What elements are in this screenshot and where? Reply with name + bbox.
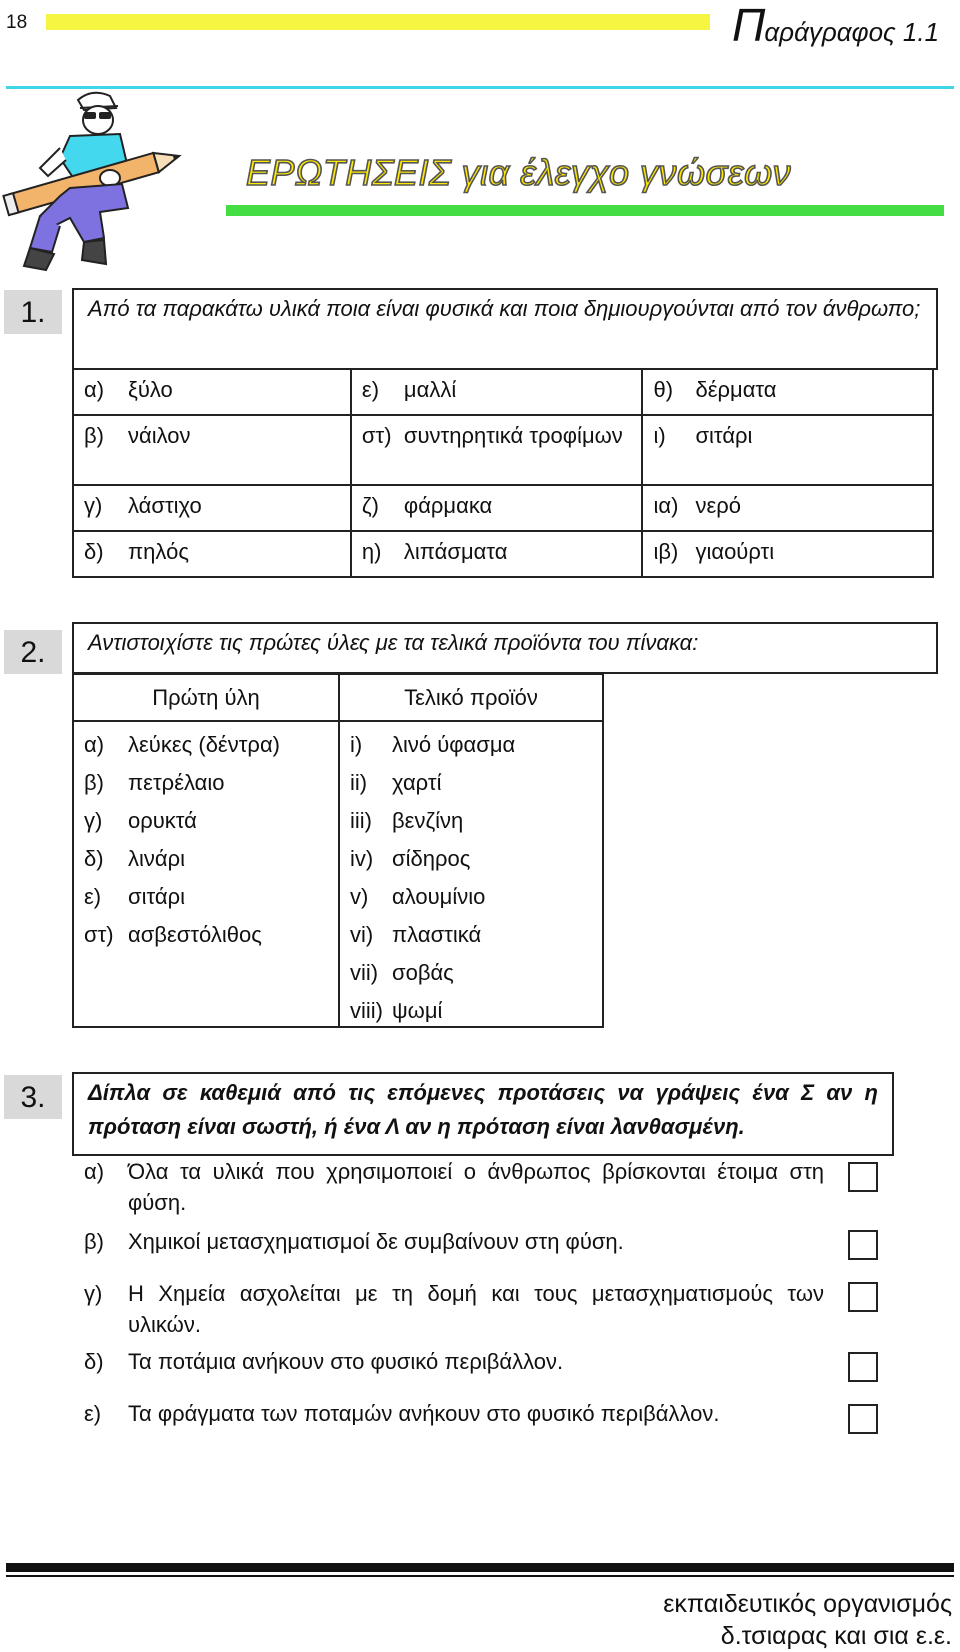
publisher-line-2: δ.τσιαρας και σια ε.ε.: [720, 1622, 952, 1650]
material-item: [653, 374, 922, 406]
item-text: Όλα τα υλικά που χρησιμοποιεί ο άνθρωπος βρίσκονται έτοιμα στη φύση.: [128, 1159, 824, 1215]
raw-material-item: [84, 802, 328, 840]
item-text: δέρματα: [695, 377, 777, 402]
table-cell: [642, 369, 933, 415]
raw-material-item: [84, 916, 328, 954]
item-text: λεύκες (δέντρα): [128, 732, 280, 757]
questions-banner: ΕΡΩΤΗΣΕΙΣ για έλεγχο γνώσεων: [246, 152, 792, 193]
item-label: β): [84, 423, 104, 448]
question-2-text: Αντιστοιχίστε τις πρώτες ύλες με τα τελικά προϊόντα του πίνακα:: [72, 622, 938, 674]
item-text: νάιλον: [128, 423, 191, 448]
table-cell: [642, 485, 933, 531]
item-label: γ): [84, 1281, 103, 1306]
item-text: σιτάρι: [128, 884, 185, 909]
question-2-number: 2.: [4, 630, 62, 674]
table-cell: [351, 485, 643, 531]
item-label: viii): [350, 998, 383, 1023]
footer-thin-line: [6, 1575, 954, 1577]
item-text: Τα ποτάμια ανήκουν στο φυσικό περιβάλλον.: [128, 1349, 564, 1374]
item-label: γ): [84, 808, 103, 833]
mascot-illustration: [0, 88, 190, 288]
item-label: β): [84, 1229, 104, 1254]
item-label: α): [84, 732, 105, 757]
question-3-text: Δίπλα σε καθεμιά από τις επόμενες προτάσεις να γράψεις ένα Σ αν η πρόταση είναι σωστή, ή ένα Λ αν η πρόταση είναι λανθασμένη.: [72, 1072, 894, 1156]
item-text: λάστιχο: [128, 493, 202, 518]
final-product-item: [350, 992, 592, 1030]
answer-checkbox[interactable]: [848, 1404, 878, 1434]
material-item: [84, 490, 340, 522]
publisher: [663, 1588, 952, 1652]
item-text: ξύλο: [128, 377, 173, 402]
table-cell: [73, 369, 351, 415]
item-text: λινό ύφασμα: [392, 732, 516, 757]
question-3-number: 3.: [4, 1075, 62, 1119]
answer-checkbox[interactable]: [848, 1230, 878, 1260]
table-row: [73, 415, 933, 485]
raw-material-item: [84, 726, 328, 764]
item-text: σιτάρι: [695, 423, 753, 448]
item-text: πετρέλαιο: [128, 770, 225, 795]
item-text: λινάρι: [128, 846, 186, 871]
question-1-table: [72, 368, 934, 578]
final-product-item: [350, 840, 592, 878]
table-cell: [351, 369, 643, 415]
item-text: πλαστικά: [392, 922, 482, 947]
final-product-item: [350, 954, 592, 992]
item-text: πηλός: [128, 539, 189, 564]
paragraph-rest: αράγραφος 1.1: [764, 17, 940, 47]
table-cell: [73, 415, 351, 485]
item-text: νερό: [695, 493, 742, 518]
item-text: αλουμίνιο: [392, 884, 486, 909]
statement-item: [84, 1156, 824, 1218]
item-label: β): [84, 770, 104, 795]
item-text: ορυκτά: [128, 808, 197, 833]
item-label: ε): [361, 377, 380, 402]
item-text: Η Χημεία ασχολείται με τη δομή και τους μετασχηματισμούς των υλικών.: [128, 1281, 824, 1337]
question-1-number: 1.: [4, 290, 62, 334]
final-product-item: [350, 878, 592, 916]
final-product-item: [350, 802, 592, 840]
material-item: [362, 536, 632, 568]
answer-checkbox[interactable]: [848, 1282, 878, 1312]
footer-bar: [6, 1563, 954, 1572]
item-label: ε): [84, 1401, 102, 1426]
final-product-item: [350, 764, 592, 802]
item-label: iii): [350, 808, 372, 833]
item-label: ii): [350, 770, 368, 795]
raw-material-item: [84, 840, 328, 878]
item-label: vii): [350, 960, 379, 985]
item-text: μαλλί: [403, 377, 457, 402]
statement-item: [84, 1226, 824, 1257]
material-item: [653, 490, 922, 522]
banner-underline: [226, 205, 944, 216]
raw-materials-list: [72, 720, 340, 1028]
statement-item: [84, 1398, 824, 1429]
raw-material-item: [84, 764, 328, 802]
material-item: [653, 420, 922, 452]
item-label: ια): [653, 493, 679, 518]
table-cell: [642, 531, 933, 577]
item-text: Χημικοί μετασχηματισμοί δε συμβαίνουν στη φύση.: [128, 1229, 624, 1254]
table-row: [73, 369, 933, 415]
answer-checkbox[interactable]: [848, 1162, 878, 1192]
column-header-raw-material: Πρώτη ύλη: [72, 673, 340, 722]
material-item: [362, 420, 632, 452]
statement-item: [84, 1346, 824, 1377]
table-row: [73, 531, 933, 577]
item-text: χαρτί: [392, 770, 442, 795]
item-text: Τα φράγματα των ποταμών ανήκουν στο φυσικό περιβάλλον.: [128, 1401, 720, 1426]
table-row: [73, 485, 933, 531]
item-label: α): [84, 377, 105, 402]
statement-item: [84, 1278, 824, 1340]
paragraph-title: [732, 0, 939, 52]
item-text: γιαούρτι: [695, 539, 775, 564]
column-header-final-product: Τελικό προϊόν: [338, 673, 604, 722]
item-text: ασβεστόλιθος: [128, 922, 262, 947]
item-label: δ): [84, 539, 104, 564]
item-text: ψωμί: [392, 998, 443, 1023]
page-number: 18: [6, 12, 28, 33]
material-item: [84, 536, 340, 568]
table-cell: [642, 415, 933, 485]
item-label: iv): [350, 846, 374, 871]
table-cell: [73, 485, 351, 531]
final-products-list: [338, 720, 604, 1028]
item-label: ι): [653, 423, 666, 448]
publisher-line-1: εκπαιδευτικός οργανισμός: [663, 1590, 952, 1618]
item-label: ιβ): [653, 539, 679, 564]
material-item: [84, 420, 340, 452]
material-item: [362, 374, 632, 406]
material-item: [653, 536, 922, 568]
header-yellow-bar: [46, 14, 710, 30]
item-label: στ): [84, 922, 114, 947]
item-label: γ): [84, 493, 103, 518]
material-item: [84, 374, 340, 406]
item-label: στ): [361, 423, 392, 448]
item-label: η): [361, 539, 382, 564]
item-text: βενζίνη: [392, 808, 464, 833]
final-product-item: [350, 916, 592, 954]
item-text: σοβάς: [392, 960, 454, 985]
item-label: θ): [653, 377, 674, 402]
item-label: ζ): [361, 493, 379, 518]
answer-checkbox[interactable]: [848, 1352, 878, 1382]
item-label: α): [84, 1159, 105, 1184]
paragraph-initial: Π: [732, 0, 765, 51]
item-text: συντηρητικά τροφίμων: [403, 423, 623, 448]
question-1-text: Από τα παρακάτω υλικά ποια είναι φυσικά και ποια δημιουργούνται από τον άνθρωπο;: [72, 288, 938, 370]
raw-material-item: [84, 878, 328, 916]
table-cell: [351, 415, 643, 485]
item-label: vi): [350, 922, 374, 947]
item-label: ε): [84, 884, 102, 909]
table-cell: [351, 531, 643, 577]
table-cell: [73, 531, 351, 577]
item-text: φάρμακα: [403, 493, 493, 518]
item-label: i): [350, 732, 363, 757]
material-item: [362, 490, 632, 522]
final-product-item: [350, 726, 592, 764]
item-label: δ): [84, 846, 104, 871]
item-text: λιπάσματα: [403, 539, 508, 564]
item-label: v): [350, 884, 369, 909]
item-label: δ): [84, 1349, 104, 1374]
item-text: σίδηρος: [392, 846, 471, 871]
